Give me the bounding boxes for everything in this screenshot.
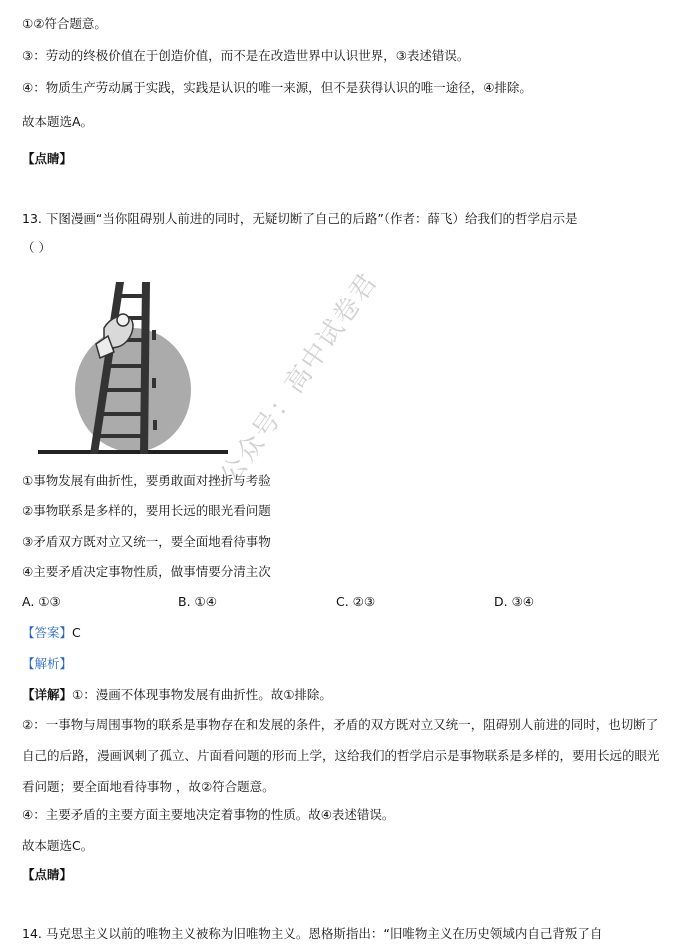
cartoon-image bbox=[38, 278, 228, 460]
answer-tag: 【答案】 bbox=[22, 625, 73, 640]
option-b: B. ①④ bbox=[178, 594, 217, 609]
q13-statement-1: ①事物发展有曲折性，要勇敢面对挫折与考验 bbox=[22, 473, 271, 488]
watermark: 公众号：高中试卷君 bbox=[214, 267, 385, 491]
option-c: C. ②③ bbox=[336, 594, 376, 609]
detail-tag: 【详解】 bbox=[22, 687, 73, 702]
q13-statement-2: ②事物联系是多样的，要用长远的眼光看问题 bbox=[22, 503, 271, 518]
prev-line-2: ③：劳动的终极价值在于创造价值，而不是在改造世界中认识世界，③表述错误。 bbox=[22, 48, 470, 63]
q13-stem: 13. 下图漫画“当你阻碍别人前进的同时，无疑切断了自己的后路”（作者：薛飞）给我们的哲学启示是 bbox=[22, 211, 578, 226]
detail-3: ④：主要矛盾的主要方面主要地决定着事物的性质。故④表述错误。 bbox=[22, 807, 395, 822]
prev-conclusion: 故本题选A。 bbox=[22, 114, 94, 129]
detail-line-1 bbox=[22, 686, 670, 704]
q13-statement-4: ④主要矛盾决定事物性质，做事情要分清主次 bbox=[22, 564, 271, 579]
q13-options bbox=[22, 594, 642, 612]
q13-tip: 【点睛】 bbox=[22, 867, 73, 882]
q13-blank: （ ） bbox=[22, 240, 51, 255]
detail-2: ②：一事物与周围事物的联系是事物存在和发展的条件，矛盾的双方既对立又统一，阻碍别人前进的同时，也切断了自己的后路，漫画讽刺了孤立、片面看问题的形而上学，这给我们的哲学启示是事物联系是多样的，要用长远的眼光看问题；要全面地看待事物 ，故②符合题意。 bbox=[22, 717, 660, 794]
q14-stem: 14. 马克思主义以前的唯物主义被称为旧唯物主义。恩格斯指出：“旧唯物主义在历史领域内自己背叛了自 bbox=[22, 926, 603, 941]
q13-conclusion: 故本题选C。 bbox=[22, 838, 94, 853]
prev-line-3: ④：物质生产劳动属于实践，实践是认识的唯一来源，但不是获得认识的唯一途径，④排除。 bbox=[22, 80, 532, 95]
option-d: D. ③④ bbox=[494, 594, 534, 609]
answer-line bbox=[22, 624, 670, 642]
q13-statement-3: ③矛盾双方既对立又统一，要全面地看待事物 bbox=[22, 534, 271, 549]
prev-tip: 【点睛】 bbox=[22, 151, 73, 166]
analysis-tag: 【解析】 bbox=[22, 656, 73, 671]
option-a: A. ①③ bbox=[22, 594, 61, 609]
prev-line-1: ①②符合题意。 bbox=[22, 16, 107, 31]
detail-1: ①：漫画不体现事物发展有曲折性。故①排除。 bbox=[72, 687, 332, 702]
answer-value: C bbox=[72, 625, 81, 640]
